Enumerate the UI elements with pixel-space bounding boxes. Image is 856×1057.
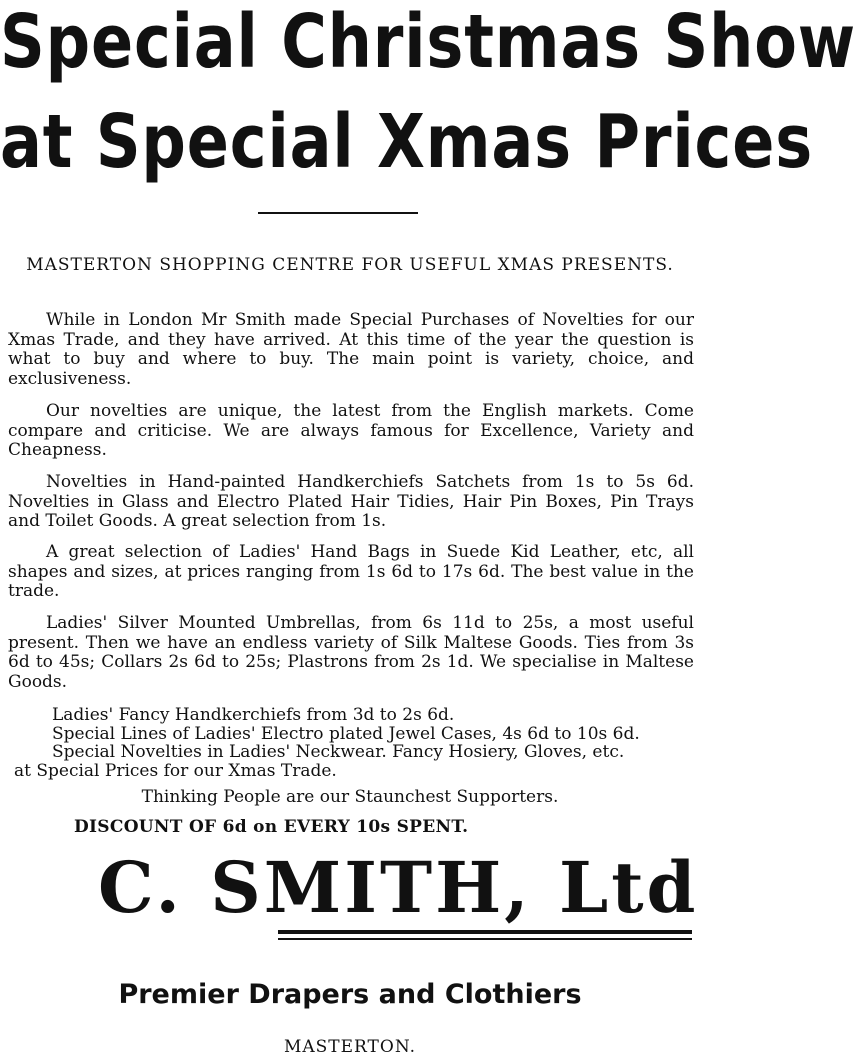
ornamental-rule (258, 212, 418, 214)
list-item: Special Lines of Ladies' Electro plated Jewel Cases, 4s 6d to 10s 6d. (52, 723, 640, 744)
tagline: Premier Drapers and Clothiers (118, 979, 582, 1010)
paragraph-london-purchases: While in London Mr Smith made Special Purchases of Novelties for our Xmas Trade, and they have arrived. At this time of the year the question is what to buy and where to buy. The main point is variety, choice, and exclusiveness. (8, 310, 694, 389)
paragraph-novelties-unique: Our novelties are unique, the latest from the English markets. Come compare and criticise. We are always famous for Excellence, Variety and Cheapness. (8, 401, 694, 460)
headline-line-2: at Special Xmas Prices (0, 99, 814, 185)
paragraph-umbrellas-maltese: Ladies' Silver Mounted Umbrellas, from 6s 11d to 25s, a most useful present. Then we have an endless variety of Silk Maltese Goods. Ties from 3s 6d to 45s; Collars 2s 6d to 25s; Plastrons from 2s 1d. We specialise in Maltese Goods. (8, 613, 694, 692)
list-item: Ladies' Fancy Handkerchiefs from 3d to 2s 6d. (52, 705, 455, 725)
firm-name: C. SMITH, Ltd (98, 846, 699, 929)
slogan: Thinking People are our Staunchest Supporters. (141, 787, 559, 807)
paragraph-handkerchiefs-glass: Novelties in Hand-painted Handkerchiefs Satchets from 1s to 5s 6d. Novelties in Glass and Electro Plated Hair Tidies, Hair Pin Boxes, Pin Trays and Toilet Goods. A great selection from 1s. (8, 472, 694, 531)
location: MASTERTON. (283, 1037, 417, 1057)
headline-line-1: Special Christmas Show (0, 0, 856, 85)
double-rule-thin (278, 938, 692, 940)
double-rule-thick (278, 930, 692, 934)
list-item: at Special Prices for our Xmas Trade. (14, 760, 337, 781)
list-item: Special Novelties in Ladies' Neckwear. Fancy Hosiery, Gloves, etc. (52, 742, 625, 762)
subheading: MASTERTON SHOPPING CENTRE FOR USEFUL XMAS PRESENTS. (26, 255, 674, 275)
discount-notice: DISCOUNT OF 6d on EVERY 10s SPENT. (74, 817, 469, 837)
specials-list (14, 706, 698, 780)
paragraph-hand-bags: A great selection of Ladies' Hand Bags in Suede Kid Leather, etc, all shapes and sizes, at prices ranging from 1s 6d to 17s 6d. The best value in the trade. (8, 542, 694, 601)
